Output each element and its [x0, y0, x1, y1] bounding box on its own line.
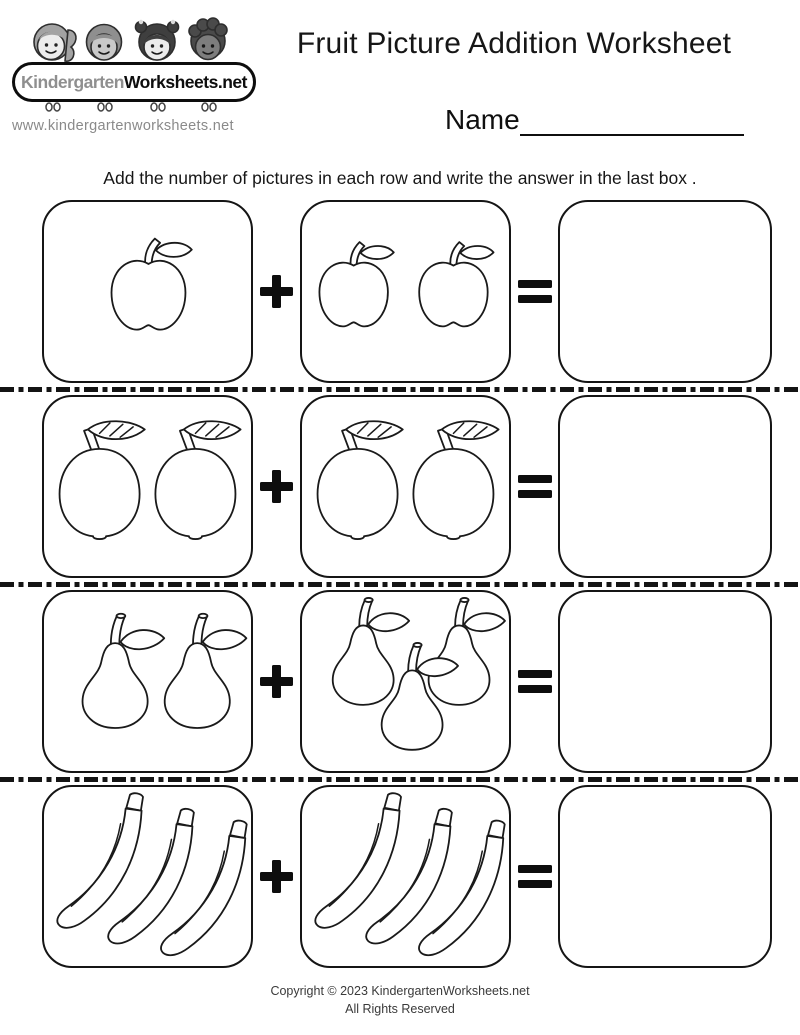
cut-line-separator: [0, 777, 800, 782]
brand-banner: [12, 62, 256, 102]
cut-line-separator: [0, 582, 800, 587]
name-field: [445, 104, 744, 136]
name-label: Name: [445, 104, 520, 135]
brand-logo: [12, 10, 256, 134]
equation-row-1: [0, 200, 800, 383]
answer-box[interactable]: [558, 590, 772, 773]
plus-icon: [260, 470, 293, 503]
banana-illustration: [302, 787, 509, 966]
pear-illustration: [302, 592, 509, 771]
name-write-line[interactable]: [520, 106, 744, 136]
plus-wrap: [253, 395, 300, 578]
equation-rows: [0, 200, 800, 968]
equals-icon: [518, 280, 552, 303]
plus-icon: [260, 860, 293, 893]
addend-box-1: [42, 200, 253, 383]
apple-illustration: [44, 202, 251, 381]
equals-icon: [518, 670, 552, 693]
brand-name-gray: Kindergarten: [21, 71, 124, 92]
kids-feet-illustration: [12, 102, 256, 114]
plus-wrap: [253, 590, 300, 773]
lemon-illustration: [44, 397, 251, 576]
equals-icon: [518, 865, 552, 888]
addend-box-2: [300, 395, 511, 578]
instruction-text: Add the number of pictures in each row and write the answer in the last box .: [103, 168, 697, 188]
equals-wrap: [511, 590, 558, 773]
equals-icon: [518, 475, 552, 498]
page-title: Fruit Picture Addition Worksheet: [296, 27, 732, 60]
addend-box-1: [42, 395, 253, 578]
equals-wrap: [511, 785, 558, 968]
apple-illustration: [302, 202, 509, 381]
answer-box[interactable]: [558, 395, 772, 578]
plus-wrap: [253, 785, 300, 968]
answer-box[interactable]: [558, 785, 772, 968]
pear-illustration: [44, 592, 251, 771]
addend-box-1: [42, 590, 253, 773]
addend-box-2: [300, 590, 511, 773]
cut-line-separator: [0, 387, 800, 392]
lemon-illustration: [302, 397, 509, 576]
plus-wrap: [253, 200, 300, 383]
worksheet-header: [0, 0, 800, 200]
answer-box[interactable]: [558, 200, 772, 383]
footer: [0, 983, 800, 1018]
addend-box-1: [42, 785, 253, 968]
equation-row-3: [0, 590, 800, 773]
banana-illustration: [44, 787, 251, 966]
equals-wrap: [511, 200, 558, 383]
equals-wrap: [511, 395, 558, 578]
equation-row-4: [0, 785, 800, 968]
addend-box-2: [300, 200, 511, 383]
brand-name-black: Worksheets.net: [123, 71, 247, 92]
plus-icon: [260, 275, 293, 308]
footer-rights: All Rights Reserved: [345, 1001, 455, 1016]
brand-url: www.kindergartenworksheets.net: [12, 118, 234, 134]
footer-copyright: Copyright © 2023 KindergartenWorksheets.net: [270, 984, 530, 998]
addend-box-2: [300, 785, 511, 968]
plus-icon: [260, 665, 293, 698]
equation-row-2: [0, 395, 800, 578]
